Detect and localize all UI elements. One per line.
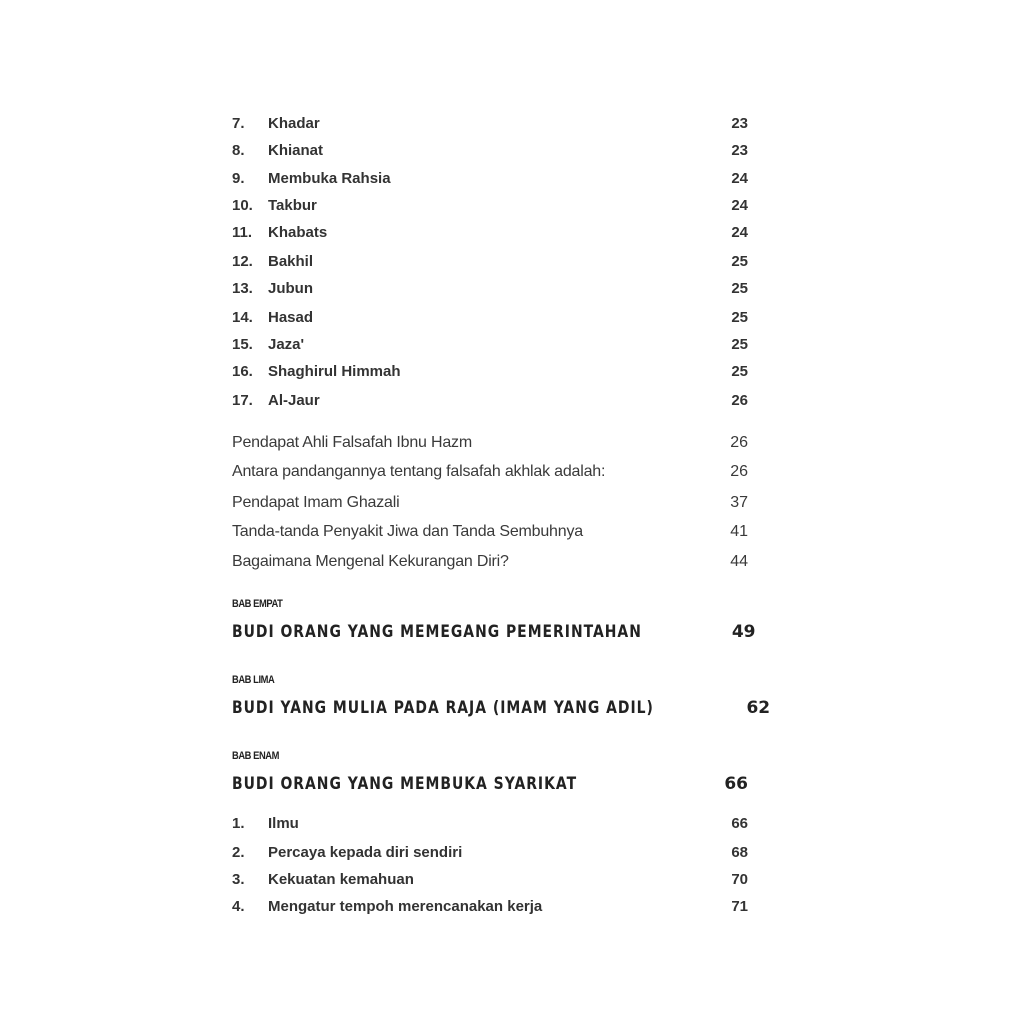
chapter-heading	[232, 619, 756, 645]
item-number: 16.	[232, 362, 253, 380]
toc-item	[232, 305, 748, 329]
item-number: 10.	[232, 196, 253, 214]
item-number: 4.	[232, 897, 245, 915]
item-page: 24	[731, 196, 748, 214]
toc-item	[232, 867, 748, 891]
item-number: 2.	[232, 843, 245, 861]
item-title: Al-Jaur	[268, 391, 320, 409]
item-number: 3.	[232, 870, 245, 888]
item-page: 24	[731, 169, 748, 187]
item-page: 23	[731, 141, 748, 159]
chapter-label: BAB LIMA	[232, 674, 275, 686]
chapter-heading	[232, 695, 771, 721]
item-number: 17.	[232, 391, 253, 409]
toc-item	[232, 138, 748, 162]
toc-item	[232, 276, 748, 300]
item-title: Bakhil	[268, 252, 314, 270]
item-number: 13.	[232, 279, 253, 297]
toc-item	[232, 111, 748, 135]
item-title: Percaya kepada diri sendiri	[268, 843, 463, 861]
section-title: Bagaimana Mengenal Kekurangan Diri?	[232, 553, 509, 570]
toc-item	[232, 840, 748, 864]
item-number: 14.	[232, 308, 253, 326]
item-page: 25	[731, 362, 748, 380]
item-number: 1.	[232, 814, 245, 832]
chapter-page: 66	[724, 774, 748, 794]
item-title: Jubun	[268, 279, 313, 297]
toc-item	[232, 894, 748, 918]
toc-section	[232, 460, 748, 484]
item-page: 24	[731, 223, 748, 241]
item-page: 68	[731, 843, 748, 861]
chapter-page: 49	[731, 622, 756, 642]
toc-item	[232, 193, 748, 217]
item-page: 66	[731, 814, 748, 832]
item-number: 7.	[232, 114, 245, 132]
item-number: 8.	[232, 141, 245, 159]
section-page: 37	[730, 494, 748, 511]
chapter-page: 62	[746, 698, 771, 718]
toc-item	[232, 249, 748, 273]
toc-item	[232, 359, 748, 383]
item-title: Membuka Rahsia	[268, 169, 391, 187]
item-page: 25	[731, 308, 748, 326]
item-number: 12.	[232, 252, 253, 270]
item-page: 71	[731, 897, 748, 915]
item-title: Hasad	[268, 308, 314, 326]
toc-section	[232, 431, 748, 455]
chapter-title: BUDI YANG MULIA PADA RAJA (IMAM YANG ADIL)	[232, 698, 654, 718]
item-title: Khabats	[268, 223, 328, 241]
section-title: Pendapat Imam Ghazali	[232, 494, 400, 511]
toc-item	[232, 220, 748, 244]
item-title: Takbur	[268, 196, 317, 214]
item-page: 26	[731, 391, 748, 409]
item-title: Khianat	[268, 141, 324, 159]
section-page: 26	[730, 434, 748, 451]
item-page: 25	[731, 252, 748, 270]
toc-section	[232, 491, 748, 515]
item-title: Mengatur tempoh merencanakan kerja	[268, 897, 543, 915]
item-page: 25	[731, 335, 748, 353]
section-title: Pendapat Ahli Falsafah Ibnu Hazm	[232, 434, 472, 451]
toc-item	[232, 166, 748, 190]
toc-item	[232, 332, 748, 356]
item-page: 70	[731, 870, 748, 888]
item-page: 23	[731, 114, 748, 132]
section-title: Antara pandangannya tentang falsafah akhlak adalah:	[232, 463, 606, 480]
item-title: Khadar	[268, 114, 320, 132]
item-number: 11.	[232, 223, 253, 241]
table-of-contents-page	[232, 0, 771, 1024]
chapter-title: BUDI ORANG YANG MEMEGANG PEMERINTAHAN	[232, 622, 642, 642]
toc-item	[232, 811, 748, 835]
item-number: 9.	[232, 169, 245, 187]
chapter-heading	[232, 771, 748, 797]
section-title: Tanda-tanda Penyakit Jiwa dan Tanda Sembuhnya	[232, 523, 583, 540]
section-page: 44	[730, 553, 748, 570]
item-title: Ilmu	[268, 814, 299, 832]
toc-section	[232, 550, 748, 574]
item-title: Shaghirul Himmah	[268, 362, 401, 380]
toc-section	[232, 520, 748, 544]
chapter-title: BUDI ORANG YANG MEMBUKA SYARIKAT	[232, 774, 578, 794]
section-page: 26	[730, 463, 748, 480]
item-number: 15.	[232, 335, 253, 353]
item-page: 25	[731, 279, 748, 297]
toc-item	[232, 388, 748, 412]
chapter-label: BAB EMPAT	[232, 598, 283, 610]
section-page: 41	[730, 523, 748, 540]
item-title: Kekuatan kemahuan	[268, 870, 414, 888]
chapter-label: BAB ENAM	[232, 750, 279, 762]
item-title: Jaza'	[268, 335, 305, 353]
